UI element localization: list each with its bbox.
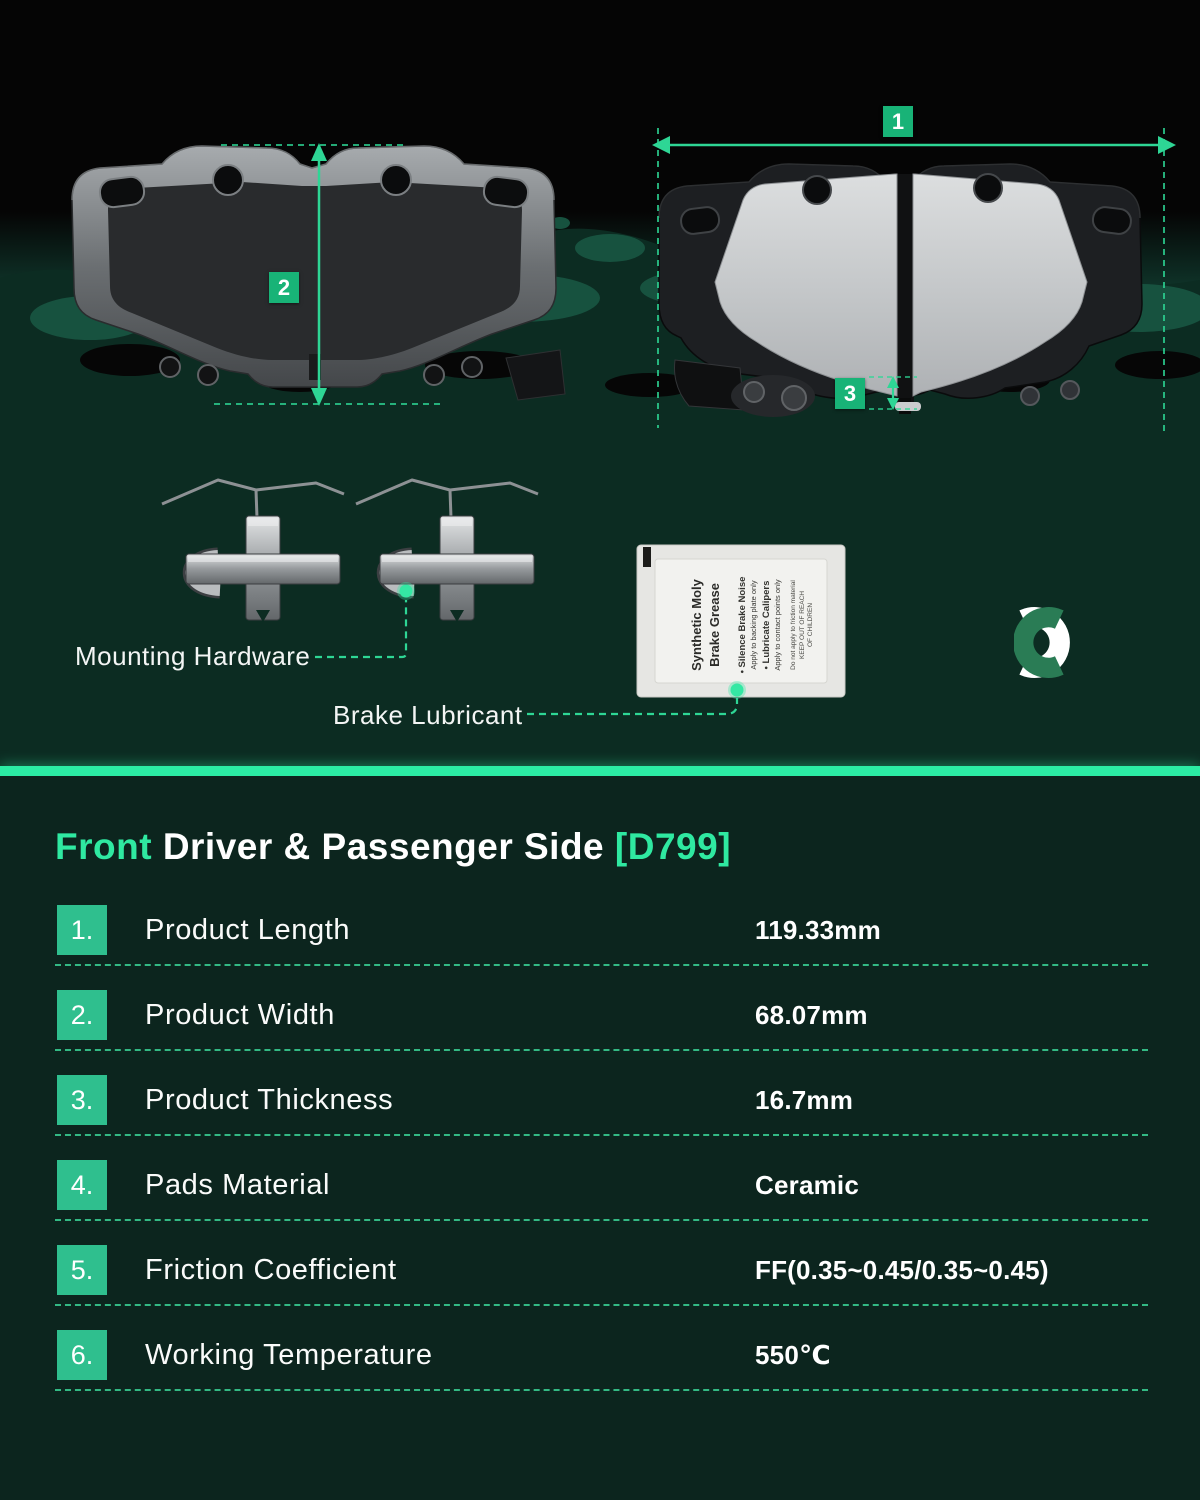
page-title (55, 826, 731, 868)
title-main: Driver & Passenger Side (162, 826, 605, 867)
dimension-badge-3: 3 (835, 378, 865, 409)
row-number-badge: 6. (57, 1330, 107, 1380)
packet-bullet-2: • Lubricate Calipers (761, 580, 772, 670)
packet-caution-1: Do not apply to friction material (790, 580, 797, 670)
spec-label: Friction Coefficient (145, 1253, 397, 1286)
table-row (0, 1143, 1200, 1228)
title-code: [D799] (614, 826, 732, 867)
packet-title-2: Brake Grease (707, 583, 722, 667)
dimension-badge-2: 2 (269, 272, 299, 303)
row-number-badge: 5. (57, 1245, 107, 1295)
brake-grease-packet (635, 543, 847, 701)
section-divider (0, 766, 1200, 776)
packet-bullet-1: • Silence Brake Noise (737, 576, 748, 674)
brake-pad-front-view (645, 150, 1165, 450)
spec-table (0, 888, 1200, 1398)
spec-label: Product Thickness (145, 1083, 394, 1116)
row-number-badge: 1. (57, 905, 107, 955)
spec-value: FF(0.35~0.45/0.35~0.45) (755, 1254, 1049, 1285)
spec-label: Pads Material (145, 1168, 331, 1201)
packet-caution-2: KEEP OUT OF REACH (799, 590, 806, 660)
dimension-badge-1: 1 (883, 106, 913, 137)
spec-section (0, 776, 1200, 1500)
spec-label: Working Temperature (145, 1338, 433, 1371)
packet-note-2: Apply to contact points only (773, 579, 782, 671)
spec-value: Ceramic (755, 1169, 860, 1200)
brake-lubricant-label: Brake Lubricant (333, 700, 523, 730)
spec-value: 16.7mm (755, 1084, 854, 1115)
spec-value: 119.33mm (755, 914, 881, 945)
packet-title-1: Synthetic Moly (689, 579, 704, 671)
table-row (0, 1058, 1200, 1143)
mounting-clip-right (352, 468, 542, 628)
packet-note-1: Apply to backing plate only (749, 580, 758, 670)
spec-value: 550℃ (755, 1339, 831, 1370)
table-row (0, 888, 1200, 973)
title-highlight: Front (55, 826, 153, 867)
row-number-badge: 3. (57, 1075, 107, 1125)
table-row (0, 1228, 1200, 1313)
row-number-badge: 2. (57, 990, 107, 1040)
table-row (0, 973, 1200, 1058)
mounting-hardware-label: Mounting Hardware (75, 641, 311, 671)
spec-label: Product Width (145, 998, 335, 1031)
logo-c-icon (1014, 606, 1071, 679)
packet-caution-3: OF CHILDREN (807, 602, 814, 648)
mounting-clip-left (158, 468, 348, 628)
brake-pad-back-view (62, 138, 567, 423)
spec-value: 68.07mm (755, 999, 868, 1030)
spec-label: Product Length (145, 913, 351, 946)
table-row (0, 1313, 1200, 1398)
row-number-badge: 4. (57, 1160, 107, 1210)
